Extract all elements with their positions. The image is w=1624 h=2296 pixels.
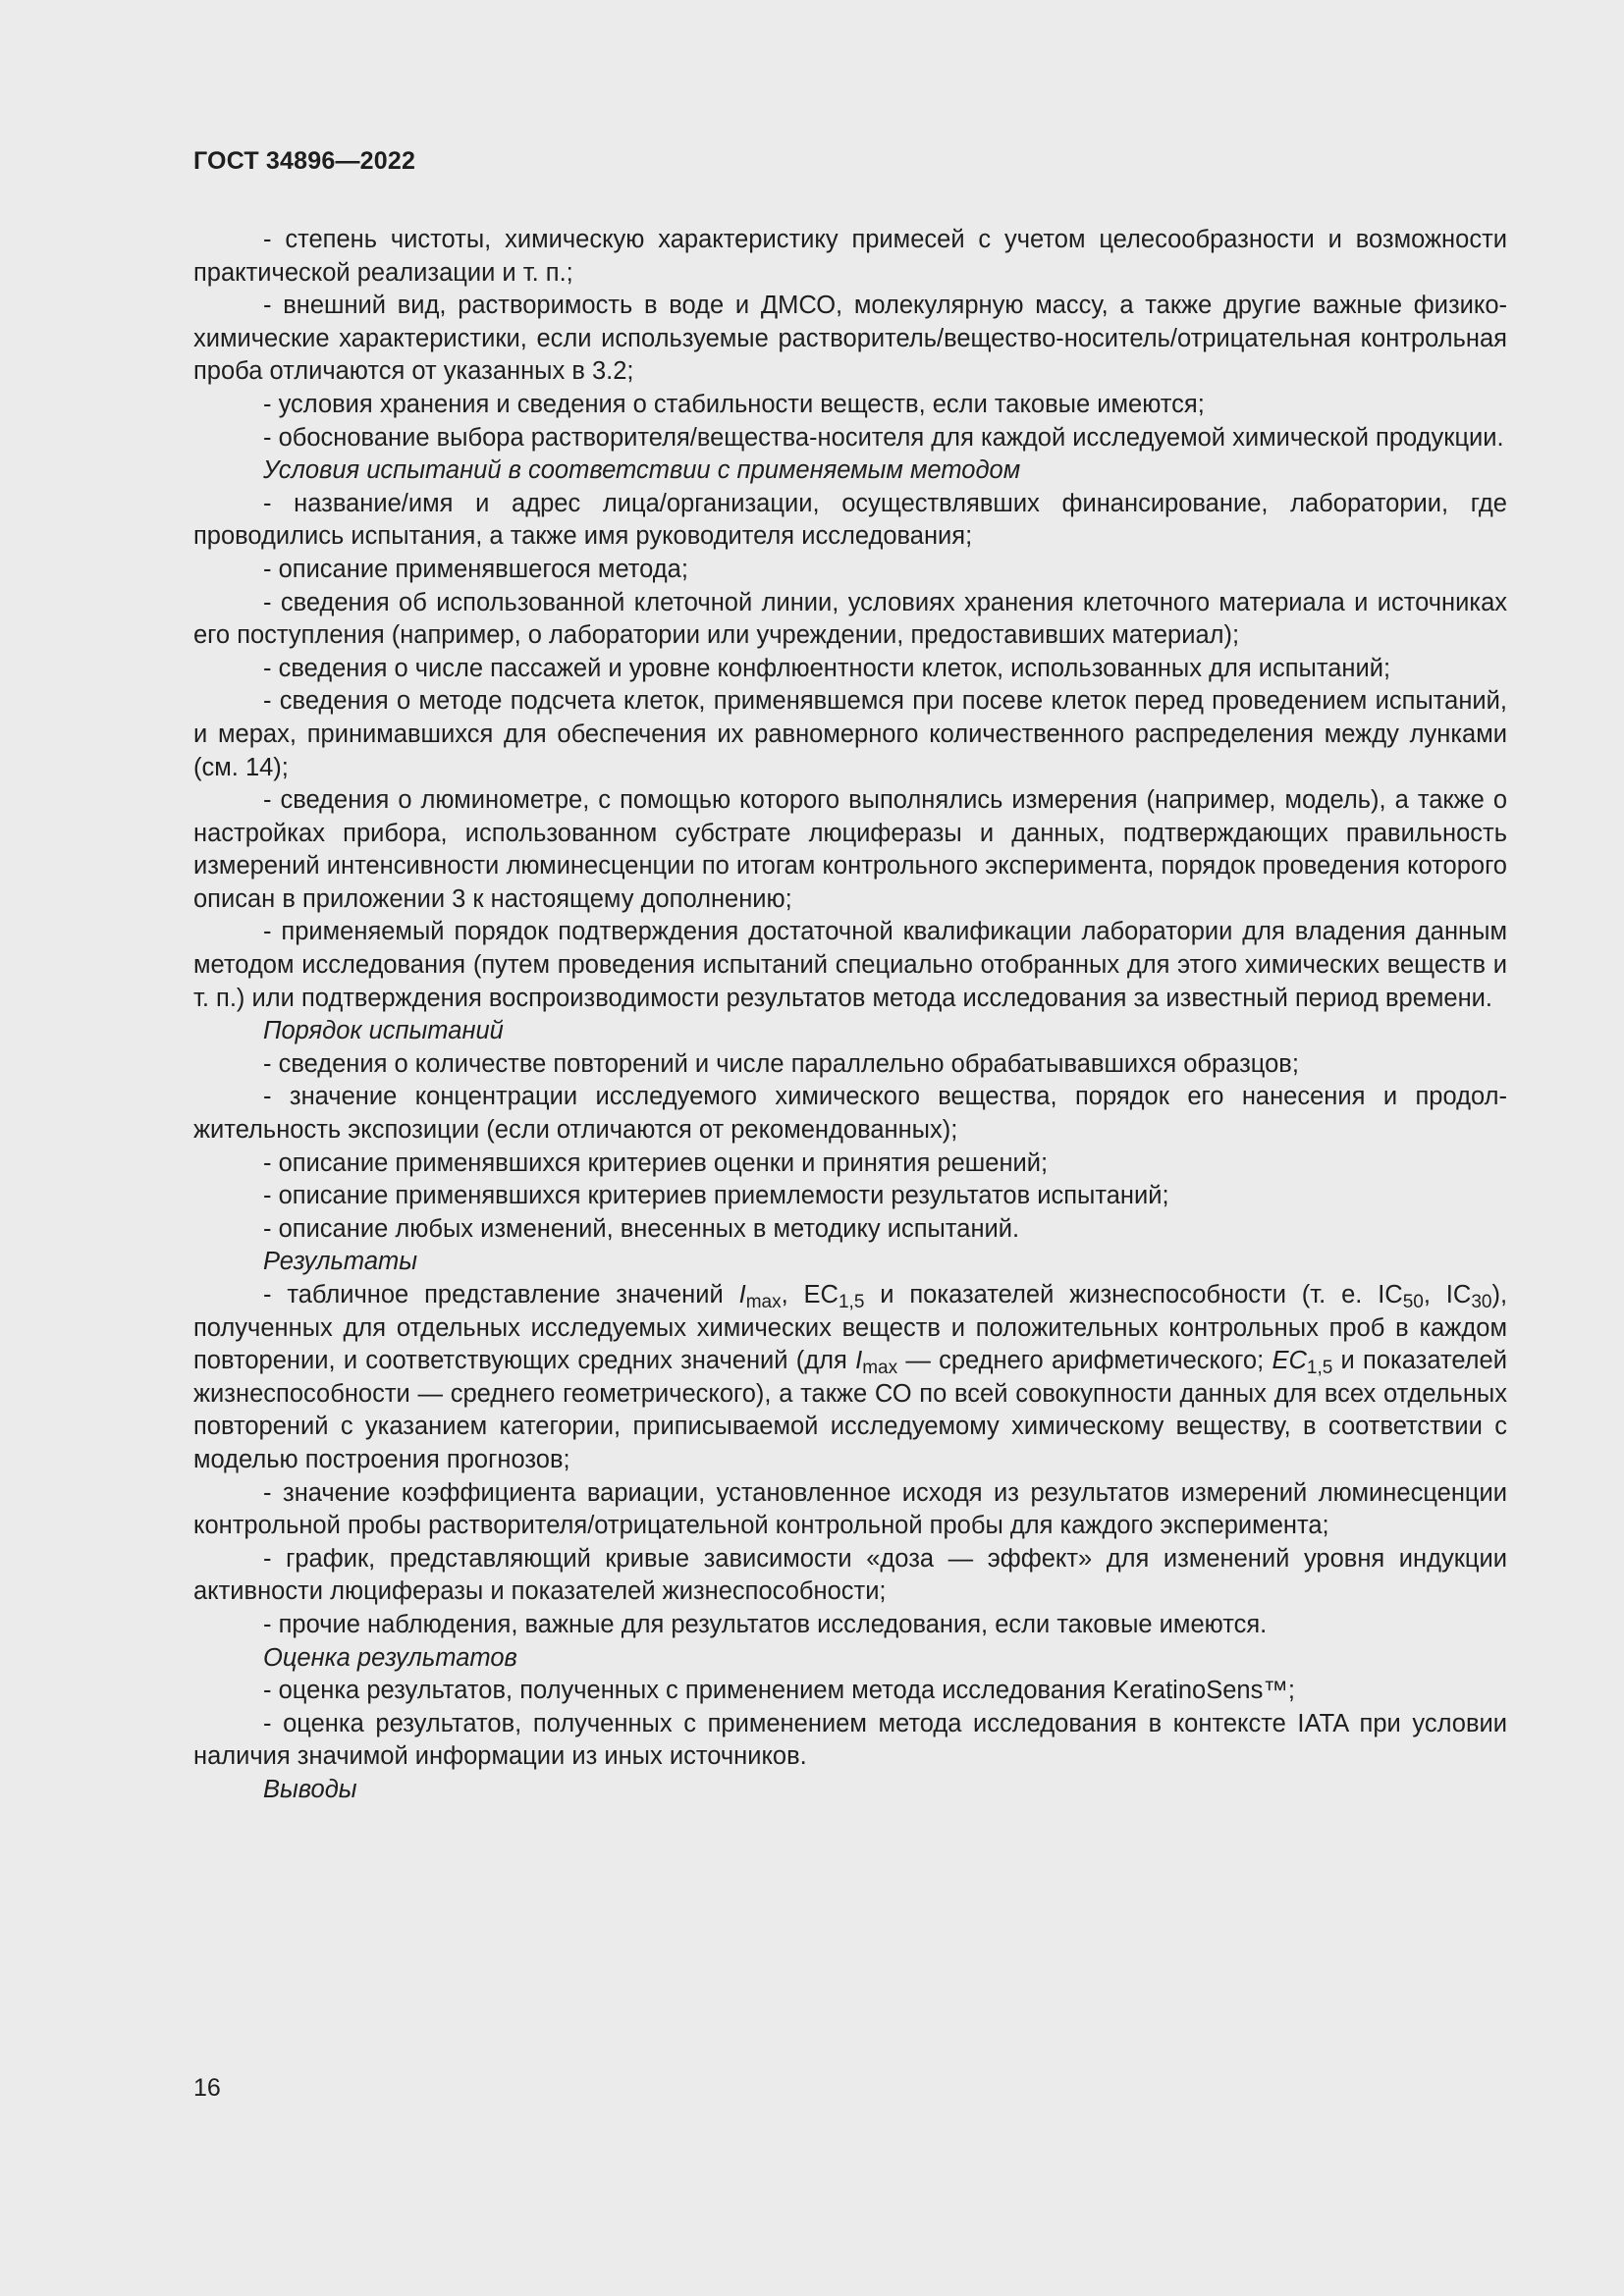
list-item xyxy=(193,1279,1507,1477)
section-heading: Условия испытаний в соответствии с применяемым методом xyxy=(263,456,1021,485)
variable-symbol: I xyxy=(738,1281,746,1308)
section-heading: Результаты xyxy=(263,1248,418,1276)
list-item: - описание применявшихся критериев оценки и принятия решений; xyxy=(263,1148,1049,1177)
list-item: - описание применявшегося метода; xyxy=(263,555,688,583)
subscript: 50 xyxy=(1402,1292,1424,1312)
list-item: - обоснование выбора растворителя/вещества-носителя для каждой исследуемой химической продукции. xyxy=(263,423,1504,452)
text-segment: и показателей жизнеспособности (т. е. IC xyxy=(864,1281,1403,1308)
list-item: - график, представляющий кривые зависимости «доза — эффект» для изменений уровня индукции активности люциферазы и показателей жизнеспособности; xyxy=(193,1544,1507,1606)
text-segment: ), полученных для отдельных исследуемых химических веществ и положительных контрольных проб в каждом повторении, и соответствующих средних значений (для xyxy=(193,1281,1508,1375)
section-heading: Порядок испытаний xyxy=(263,1017,504,1045)
variable-symbol: I xyxy=(855,1347,863,1375)
list-item: - описание применявшихся критериев приемлемости результатов испытаний; xyxy=(263,1182,1169,1210)
document-body xyxy=(193,224,1507,1807)
variable-symbol: EC xyxy=(1272,1347,1307,1375)
subscript: 1,5 xyxy=(1306,1358,1333,1379)
list-item: - сведения о количестве повторений и числе параллельно обрабатывавшихся образцов; xyxy=(263,1049,1299,1078)
text-segment: и показателей жизнеспособности — среднего геометрического), а также СО по всей совокупности данных для всех отдельных повторений с указанием категории, приписываемой исследуемому химическому веществу, в соответствии с моделью построения прогнозов; xyxy=(193,1347,1507,1473)
section-heading: Оценка результатов xyxy=(263,1643,517,1672)
subscript: 30 xyxy=(1471,1292,1492,1312)
text-segment: - табличное представление значений xyxy=(263,1281,739,1308)
subscript: max xyxy=(745,1292,782,1312)
section-heading: Выводы xyxy=(263,1775,357,1803)
list-item: - условия хранения и сведения о стабильности веществ, если таковые имеются; xyxy=(263,390,1205,418)
list-item: - оценка результатов, полученных с применением метода исследования в контексте IATA при условии наличия значимой информации из иных источников. xyxy=(193,1709,1507,1771)
list-item: - степень чистоты, химическую характеристику примесей с учетом целесообразности и возможности практической реализации и т. п.; xyxy=(193,226,1507,287)
text-segment: , EC xyxy=(781,1281,839,1308)
list-item: - внешний вид, растворимость в воде и ДМСО, молекулярную массу, а также другие важные физико-химические характеристики, если используемые растворитель/вещество-носитель/отрицательная контрольная проба отличаются от указанных в 3.2; xyxy=(193,292,1507,386)
list-item: - описание любых изменений, внесенных в методику испытаний. xyxy=(263,1214,1020,1243)
list-item: - применяемый порядок подтверждения достаточной квалификации лаборатории для владения данным методом исследования (путем проведения испытаний специально отобранных для этого химических веществ и т. п.) или подтверждения воспроизводимости результатов метода исследования за известный период времени. xyxy=(193,918,1507,1012)
list-item: - значение концентрации исследуемого химического вещества, порядок его нанесения и продолжительность экспозиции (если отличаются от рекомендованных); xyxy=(193,1083,1507,1145)
document-header: ГОСТ 34896—2022 xyxy=(193,147,416,175)
text-segment: , IC xyxy=(1423,1281,1472,1308)
list-item: - прочие наблюдения, важные для результатов исследования, если таковые имеются. xyxy=(263,1610,1268,1638)
list-item: - сведения о методе подсчета клеток, применявшемся при посеве клеток перед проведением испытаний, и мерах, принимавшихся для обеспечения их равномерного количественного распределения между лунками (см. 14); xyxy=(193,687,1507,781)
text-segment: — среднего арифметического; xyxy=(897,1347,1272,1375)
list-item: - сведения о люминометре, с помощью которого выполнялись измерения (например, модель), а также о настройках прибора, использованном субстрате люциферазы и данных, подтверждающих правильность измерений интенсивности люминесценции по итогам контрольного эксперимента, порядок проведения которого описан в приложении 3 к настоящему дополнению; xyxy=(193,786,1507,913)
list-item: - название/имя и адрес лица/организации, осуществлявших финансирование, лаборатории, где проводились испытания, а также имя руководителя исследования; xyxy=(193,489,1507,551)
list-item: - оценка результатов, полученных с применением метода исследования KeratinoSens™; xyxy=(263,1677,1295,1705)
list-item: - сведения об использованной клеточной линии, условиях хранения клеточного материала и источниках его поступления (например, о лаборатории или учреждении, предоставивших материал); xyxy=(193,588,1507,650)
subscript: 1,5 xyxy=(838,1292,865,1312)
subscript: max xyxy=(862,1358,898,1379)
list-item: - сведения о числе пассажей и уровне конфлюентности клеток, использованных для испытаний; xyxy=(263,654,1391,682)
page-number: 16 xyxy=(193,2074,221,2102)
list-item: - значение коэффициента вариации, установленное исходя из результатов измерений люминесценции контрольной пробы растворителя/отрицательной контрольной пробы для каждого эксперимента; xyxy=(193,1478,1507,1540)
